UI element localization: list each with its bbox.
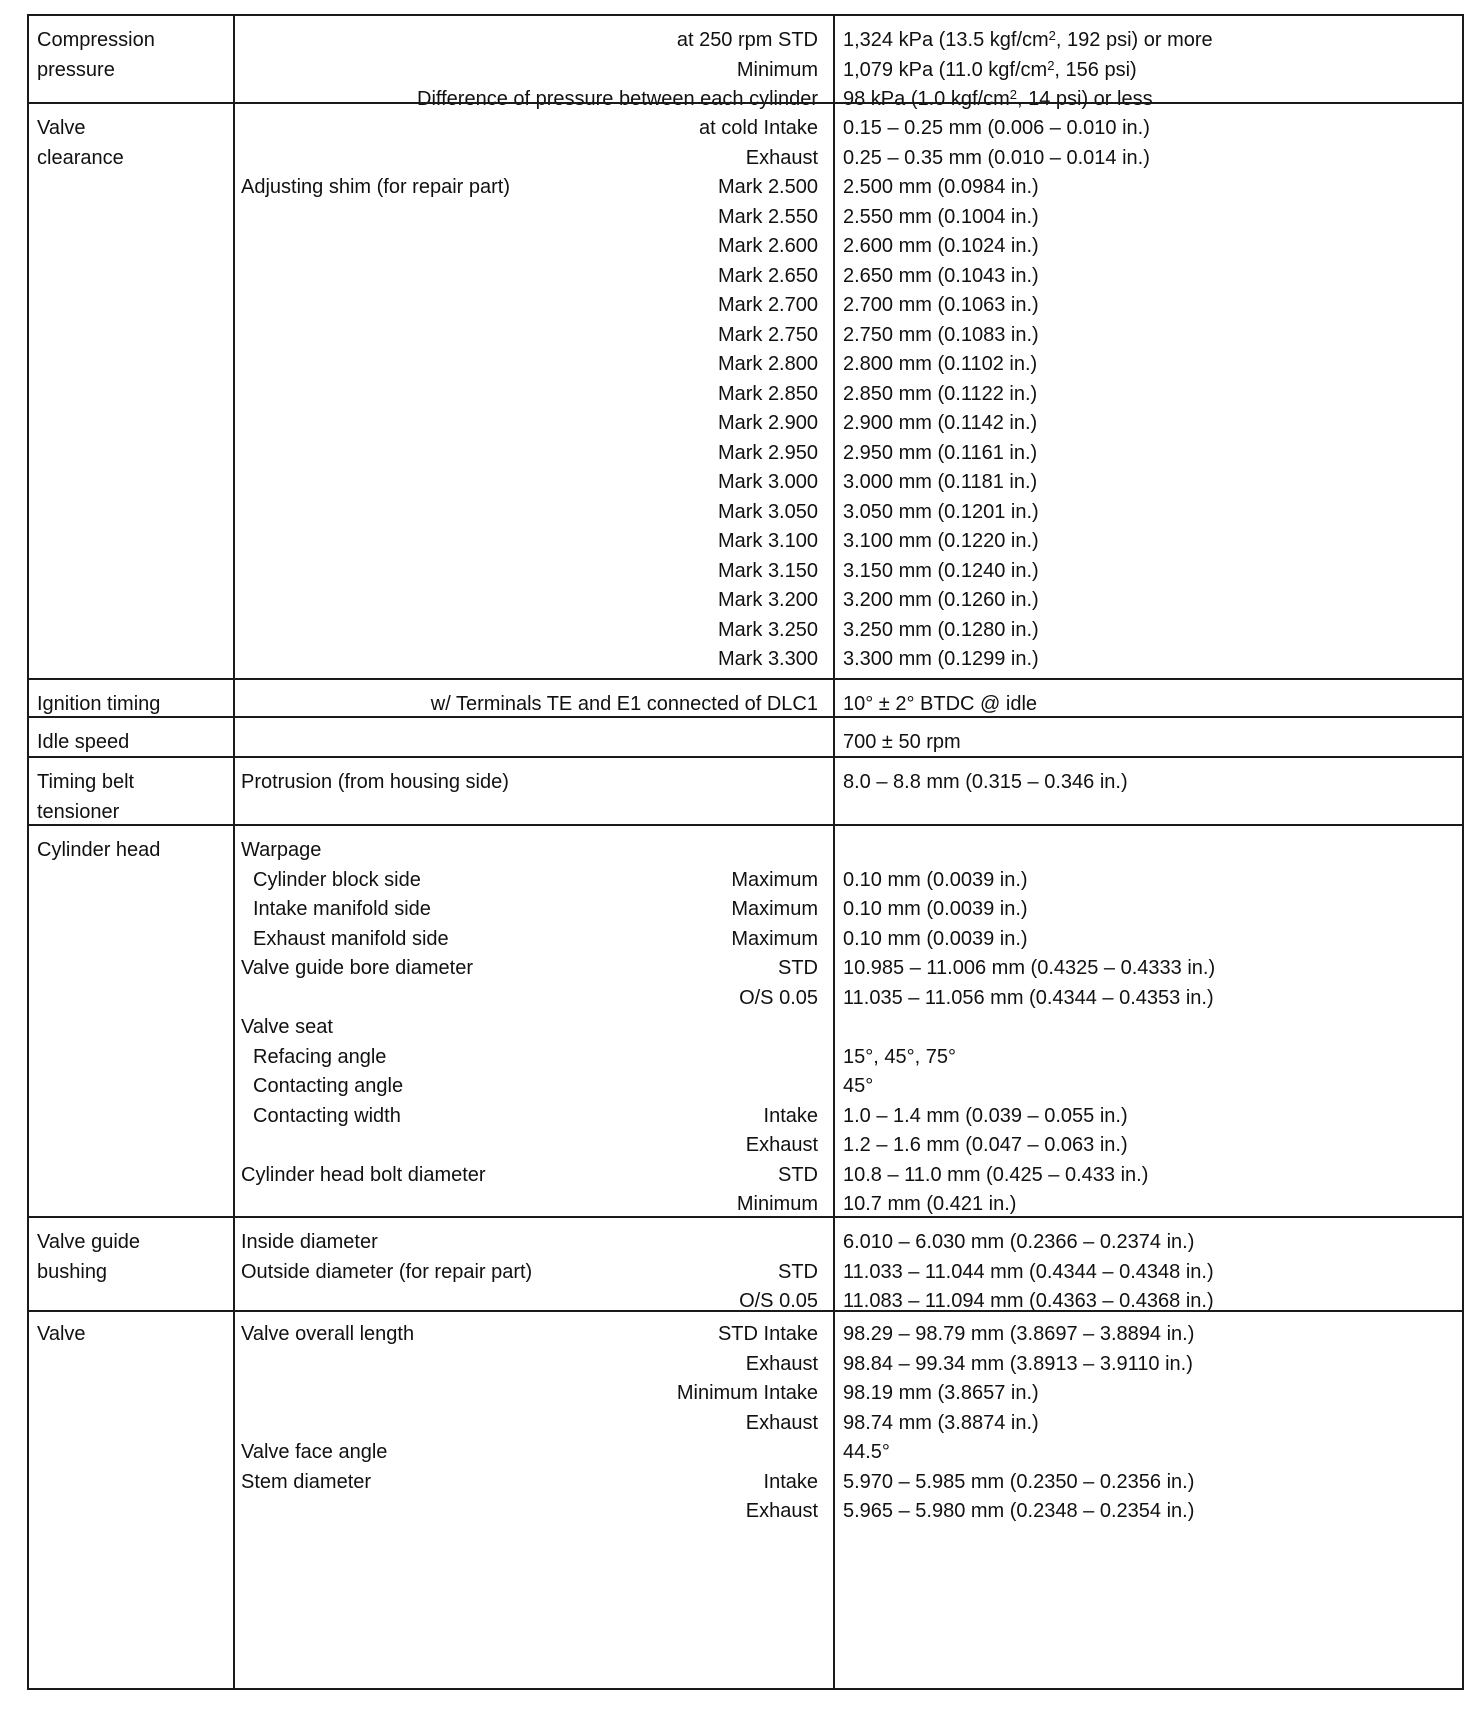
item-label: Valve seat: [241, 1016, 333, 1038]
spec-section: [29, 16, 1462, 110]
section-category-label: Ignition timing: [37, 693, 161, 715]
section-category-label: Valve: [37, 1323, 86, 1345]
condition-label: Maximum: [731, 927, 818, 950]
spec-value: 2.750 mm (0.1083 in.): [843, 323, 1039, 346]
item-label: Intake manifold side: [253, 898, 431, 920]
condition-label: Exhaust: [745, 1411, 818, 1434]
item-label: Valve face angle: [241, 1441, 388, 1463]
spec-value: 2.900 mm (0.1142 in.): [843, 412, 1038, 434]
condition-label: at 250 rpm STD: [676, 29, 818, 51]
spec-value: 3.250 mm (0.1280 in.): [843, 618, 1039, 641]
spec-value: 98.84 – 99.34 mm (3.8913 – 3.9110 in.): [843, 1352, 1193, 1375]
condition-label: Difference of pressure between each cylinder: [417, 88, 818, 110]
condition-label: Mark 2.600: [717, 235, 818, 257]
condition-label: STD: [778, 957, 818, 979]
spec-value: 98.29 – 98.79 mm (3.8697 – 3.8894 in.): [843, 1323, 1195, 1345]
condition-label: Exhaust: [745, 146, 818, 169]
condition-label: at cold Intake: [699, 117, 818, 139]
item-label: Cylinder head bolt diameter: [241, 1163, 486, 1186]
spec-value: 2.800 mm (0.1102 in.): [843, 353, 1038, 375]
spec-value: 10.7 mm (0.421 in.): [843, 1193, 1017, 1215]
condition-label: STD: [778, 1260, 818, 1283]
condition-label: Exhaust: [745, 1352, 818, 1375]
spec-section: [29, 824, 1462, 1216]
item-label: Stem diameter: [241, 1470, 372, 1493]
spec-value: 2.500 mm (0.0984 in.): [843, 176, 1039, 198]
spec-section: [29, 756, 1462, 824]
condition-label: Mark 2.650: [717, 264, 818, 287]
section-category-label: Idle speed: [37, 731, 130, 753]
spec-value: 2.550 mm (0.1004 in.): [843, 205, 1039, 228]
spec-value: 2.950 mm (0.1161 in.): [843, 441, 1038, 464]
spec-value: 3.050 mm (0.1201 in.): [843, 500, 1039, 523]
spec-value: 11.033 – 11.044 mm (0.4344 – 0.4348 in.): [843, 1260, 1214, 1283]
spec-value: 44.5°: [843, 1441, 890, 1463]
spec-section: [29, 716, 1462, 756]
spec-value: 3.300 mm (0.1299 in.): [843, 648, 1039, 670]
spec-value: 1,079 kPa (11.0 kgf/$cm^2$, 156 psi): [843, 57, 1137, 81]
condition-label: Mark 2.550: [717, 205, 818, 228]
section-category-label: Compression: [37, 29, 155, 51]
section-category-label: clearance: [37, 146, 124, 169]
condition-label: Maximum: [731, 898, 818, 920]
condition-label: Intake: [763, 1470, 818, 1493]
spec-value: 11.035 – 11.056 mm (0.4344 – 0.4353 in.): [843, 986, 1214, 1009]
item-label: Protrusion (from housing side): [241, 771, 509, 793]
spec-value: 6.010 – 6.030 mm (0.2366 – 0.2374 in.): [843, 1231, 1195, 1253]
condition-label: STD: [778, 1163, 818, 1186]
spec-value: 5.970 – 5.985 mm (0.2350 – 0.2356 in.): [843, 1470, 1195, 1493]
condition-label: STD Intake: [717, 1323, 818, 1345]
spec-value: 98 kPa (1.0 kgf/$cm^2$, 14 psi) or less: [843, 87, 1153, 110]
condition-label: O/S 0.05: [739, 1290, 818, 1312]
section-category-label: Valve: [37, 117, 86, 139]
condition-label: Minimum Intake: [676, 1382, 818, 1404]
spec-value: 3.200 mm (0.1260 in.): [843, 589, 1039, 611]
condition-label: Minimum: [736, 58, 818, 81]
condition-label: Mark 2.850: [717, 382, 818, 405]
condition-label: Mark 3.050: [717, 500, 818, 523]
condition-label: Intake: [763, 1104, 818, 1127]
item-label: Contacting width: [253, 1104, 401, 1127]
condition-label: w/ Terminals TE and E1 connected of DLC1: [430, 693, 818, 715]
spec-value: 98.19 mm (3.8657 in.): [843, 1382, 1039, 1404]
spec-section: [29, 1216, 1462, 1310]
item-label: Inside diameter: [241, 1231, 378, 1253]
condition-label: Mark 2.750: [717, 323, 818, 346]
spec-section: [29, 102, 1462, 678]
section-category-label: tensioner: [37, 800, 120, 823]
spec-value: 1.2 – 1.6 mm (0.047 – 0.063 in.): [843, 1134, 1128, 1156]
spec-value: 98.74 mm (3.8874 in.): [843, 1411, 1039, 1434]
item-label: Contacting angle: [253, 1075, 404, 1097]
spec-value: 3.150 mm (0.1240 in.): [843, 559, 1039, 582]
condition-label: Mark 2.800: [717, 353, 818, 375]
condition-label: O/S 0.05: [739, 986, 818, 1009]
spec-value: 3.000 mm (0.1181 in.): [843, 471, 1038, 493]
spec-value: 0.10 mm (0.0039 in.): [843, 898, 1028, 920]
spec-section: [29, 678, 1462, 716]
condition-label: Mark 2.900: [717, 412, 818, 434]
condition-label: Exhaust: [745, 1500, 818, 1522]
condition-label: Mark 3.150: [717, 559, 818, 582]
section-category-label: Valve guide: [37, 1231, 141, 1253]
condition-label: Mark 3.200: [717, 589, 818, 611]
condition-label: Minimum: [736, 1193, 818, 1215]
item-label: Outside diameter (for repair part): [241, 1260, 533, 1283]
spec-value: 10° ± 2° BTDC @ idle: [843, 693, 1038, 715]
condition-label: Mark 2.700: [717, 294, 818, 316]
spec-value: 2.700 mm (0.1063 in.): [843, 294, 1039, 316]
spec-value: 0.10 mm (0.0039 in.): [843, 927, 1028, 950]
spec-value: 0.15 – 0.25 mm (0.006 – 0.010 in.): [843, 117, 1150, 139]
condition-label: Mark 3.300: [717, 648, 818, 670]
spec-value: 8.0 – 8.8 mm (0.315 – 0.346 in.): [843, 771, 1128, 793]
condition-label: Mark 3.000: [717, 471, 818, 493]
spec-value: 700 ± 50 rpm: [843, 731, 961, 753]
section-category-label: Timing belt: [37, 771, 135, 793]
condition-label: Mark 2.500: [717, 176, 818, 198]
section-category-label: Cylinder head: [37, 839, 161, 861]
item-label: Refacing angle: [253, 1045, 387, 1068]
spec-value: 1,324 kPa (13.5 kgf/$cm^2$, 192 psi) or more: [843, 28, 1213, 51]
item-label: Warpage: [241, 839, 322, 861]
section-category-label: pressure: [37, 58, 115, 81]
spec-section: [29, 1310, 1462, 1688]
item-label: Cylinder block side: [253, 868, 421, 891]
spec-value: 10.8 – 11.0 mm (0.425 – 0.433 in.): [843, 1163, 1149, 1186]
item-label: Exhaust manifold side: [253, 927, 449, 950]
spec-table: [27, 14, 1464, 1690]
spec-value: 1.0 – 1.4 mm (0.039 – 0.055 in.): [843, 1104, 1128, 1127]
condition-label: Exhaust: [745, 1134, 818, 1156]
spec-value: 0.10 mm (0.0039 in.): [843, 868, 1028, 891]
spec-value: 2.650 mm (0.1043 in.): [843, 264, 1039, 287]
spec-value: 0.25 – 0.35 mm (0.010 – 0.014 in.): [843, 146, 1150, 169]
item-label: Adjusting shim (for repair part): [241, 176, 510, 198]
condition-label: Mark 2.950: [717, 441, 818, 464]
item-label: Valve overall length: [241, 1323, 415, 1345]
spec-value: 2.850 mm (0.1122 in.): [843, 382, 1038, 405]
spec-value: 5.965 – 5.980 mm (0.2348 – 0.2354 in.): [843, 1500, 1195, 1522]
item-label: Valve guide bore diameter: [241, 957, 473, 979]
condition-label: Maximum: [731, 868, 818, 891]
spec-value: 10.985 – 11.006 mm (0.4325 – 0.4333 in.): [843, 957, 1216, 979]
condition-label: Mark 3.100: [717, 530, 818, 552]
condition-label: Mark 3.250: [717, 618, 818, 641]
spec-value: 2.600 mm (0.1024 in.): [843, 235, 1039, 257]
section-category-label: bushing: [37, 1260, 108, 1283]
spec-value: 15°, 45°, 75°: [843, 1045, 956, 1068]
spec-value: 45°: [843, 1075, 874, 1097]
spec-value: 3.100 mm (0.1220 in.): [843, 530, 1039, 552]
spec-value: 11.083 – 11.094 mm (0.4363 – 0.4368 in.): [843, 1290, 1214, 1312]
